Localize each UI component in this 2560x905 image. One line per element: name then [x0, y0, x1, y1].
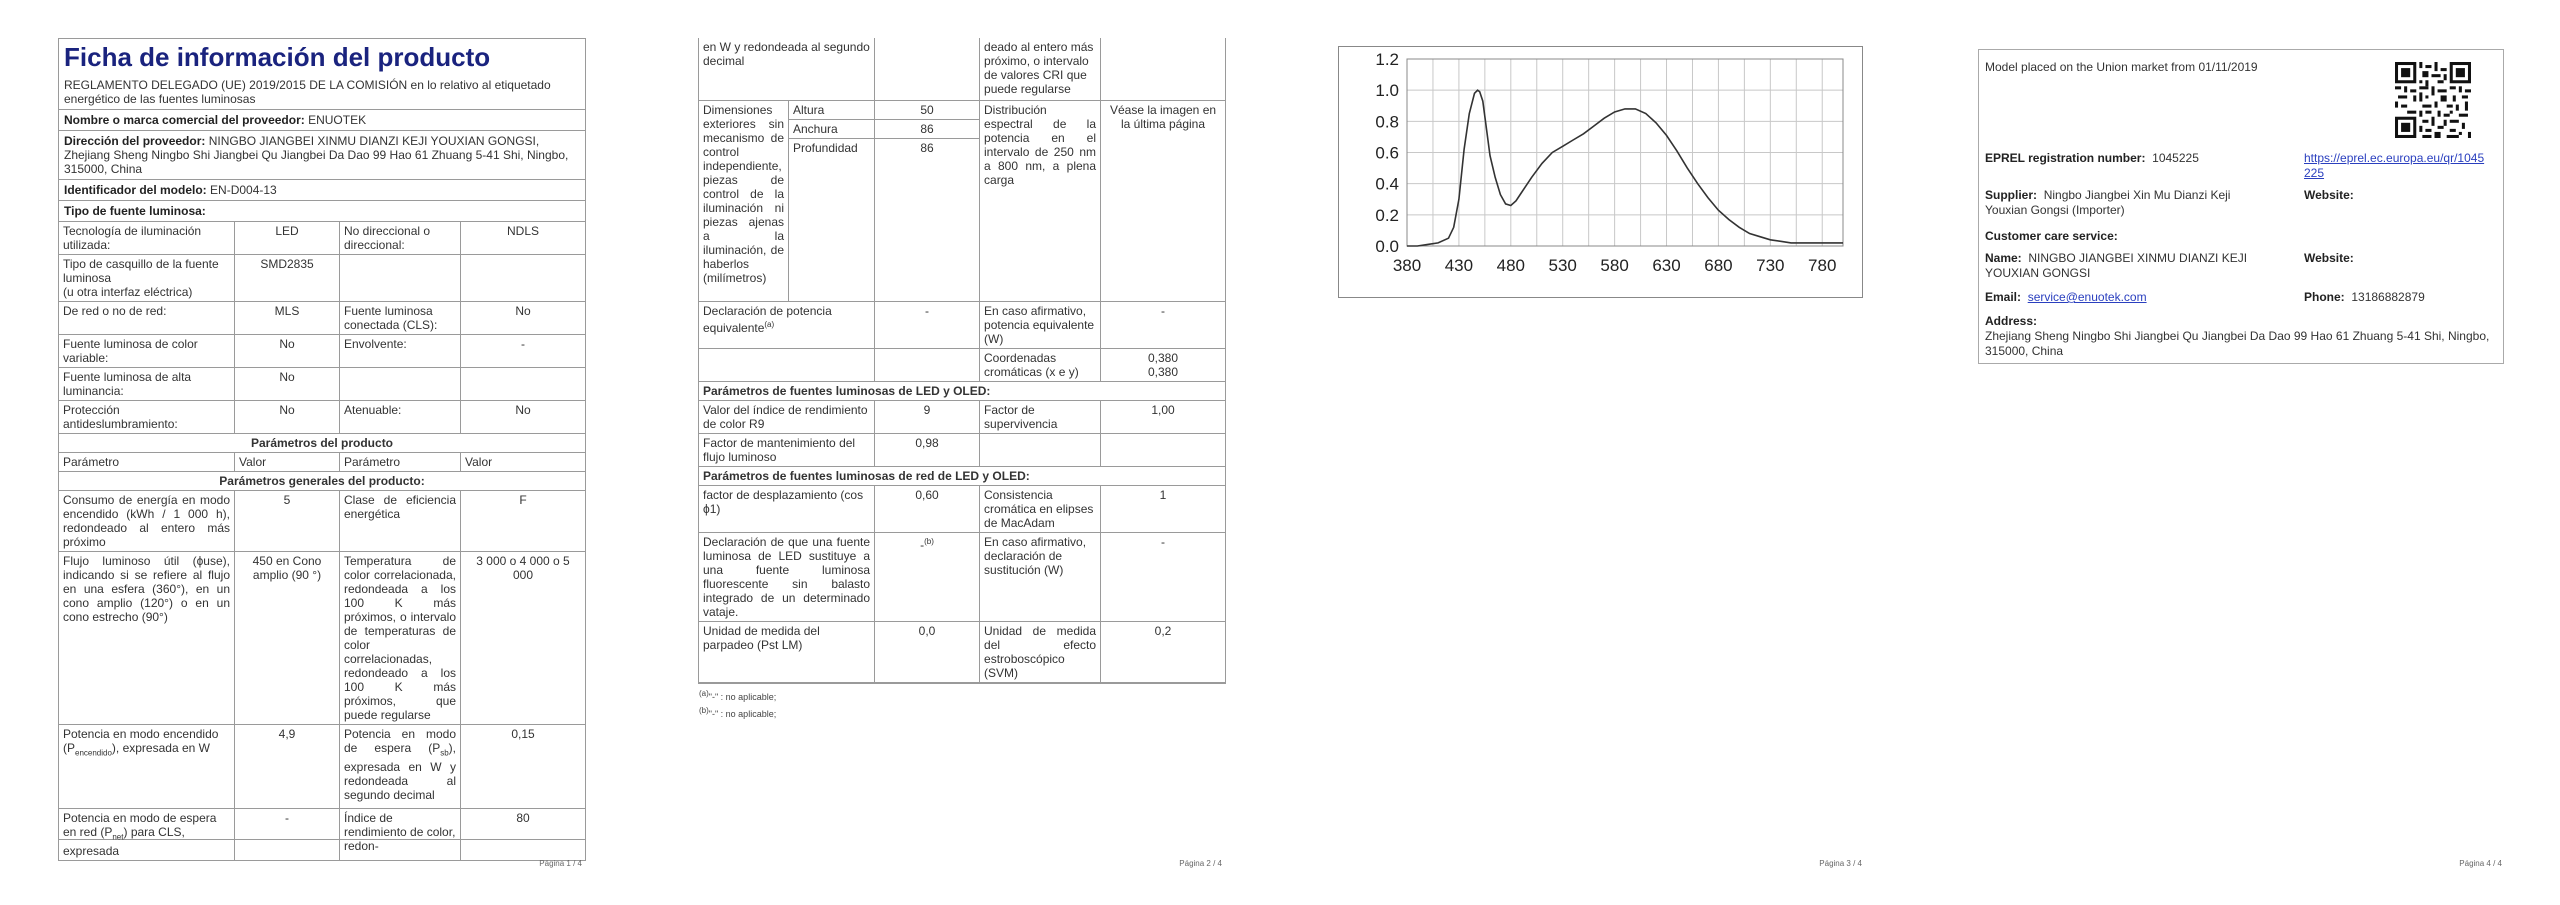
- flicker-value: 0,0: [875, 621, 980, 682]
- supplier-address: NINGBO JIANGBEI XINMU DIANZI KEJI YOUXIAN GONGSI, Zhejiang Sheng Ningbo Shi Jiangbei Qu Jiangbei Da Dao 99 Hao 61 Zhuang 5-41 Shi, Ningbo, 315000, China: [64, 134, 569, 176]
- survival-value: 1,00: [1101, 400, 1226, 433]
- row-value: MLS: [235, 302, 340, 335]
- model-id: EN-D004-13: [210, 183, 277, 197]
- row-label: Envolvente:: [340, 335, 461, 368]
- row-label: Fuente luminosa de alta luminancia:: [59, 368, 235, 401]
- row-label: Fuente luminosa de color variable:: [59, 335, 235, 368]
- cri-cont-label: deado al entero más próximo, o intervalo de valores CRI que puede regularse: [980, 38, 1101, 100]
- dim-height-label: Altura: [789, 100, 875, 119]
- cri-value: 80: [461, 809, 586, 861]
- equiv-power-decl-label: Declaración de potencia equivalente$^{(a)}$: [699, 301, 875, 348]
- row-label: No direccional o direccional:: [340, 222, 461, 255]
- y-tick-label: 0.0: [1375, 237, 1399, 256]
- x-tick-label: 580: [1600, 256, 1629, 275]
- spectral-value: Véase la imagen en la última página: [1101, 100, 1226, 301]
- row-value: No: [235, 368, 340, 401]
- macadam-label: Consistencia cromática en elipses de MacAdam: [980, 485, 1101, 532]
- source-type-heading: Tipo de fuente luminosa:: [64, 204, 206, 218]
- replacement-power-label: En caso afirmativo, declaración de sustitución (W): [980, 532, 1101, 621]
- care-name-row: Name: NINGBO JIANGBEI XINMU DIANZI KEJI YOUXIAN GONGSI: [1985, 251, 2248, 280]
- maintenance-label: Factor de mantenimiento del flujo luminoso: [699, 433, 875, 466]
- source-type-row: [59, 222, 586, 255]
- page-number: Página 3 / 4: [1819, 859, 1862, 868]
- supplier-name-row: Nombre o marca comercial del proveedor: ENUOTEK: [59, 110, 585, 131]
- eprel-info-box: [1978, 49, 2504, 364]
- dim-width-label: Anchura: [789, 119, 875, 138]
- led-params-heading: Parámetros de fuentes luminosas de LED y OLED:: [699, 381, 1226, 400]
- params-table: [698, 38, 1226, 683]
- chroma-label: Coordenadas cromáticas (x e y): [980, 348, 1101, 381]
- param-value: 3 000 o 4 000 o 5 000: [461, 552, 586, 725]
- footnote-b: $^{(b)}$"-" : no aplicable;: [699, 705, 777, 719]
- survival-label: Factor de supervivencia: [980, 400, 1101, 433]
- footnotes: [699, 687, 776, 721]
- stroboscopic-value: 0,2: [1101, 621, 1226, 682]
- row-label: Tecnología de iluminación utilizada:: [59, 222, 235, 255]
- spectrum-series-line: [1407, 90, 1843, 246]
- row-label: De red o no de red:: [59, 302, 235, 335]
- y-tick-label: 1.0: [1375, 81, 1399, 101]
- eprel-number: 1045225: [2152, 151, 2199, 165]
- care-name: NINGBO JIANGBEI XINMU DIANZI KEJI YOUXIAN GONGSI: [1985, 251, 2248, 280]
- general-param-row: [59, 552, 586, 725]
- row-value: [461, 255, 586, 302]
- supplier-name: ENUOTEK: [308, 113, 367, 127]
- source-type-row: [59, 302, 586, 335]
- x-tick-label: 430: [1444, 256, 1474, 275]
- param-label: Clase de eficiencia energética: [340, 491, 461, 552]
- row-value: No: [235, 401, 340, 434]
- x-tick-label: 630: [1652, 256, 1681, 275]
- net-standby-label: Potencia en modo de espera en red $(P_{net})$ para CLS, expresada: [59, 809, 235, 861]
- equiv-power-decl-value: -: [875, 301, 980, 348]
- standby-cont-label: en W y redondeada al segundo decimal: [699, 38, 875, 100]
- supplier-name: Ningbo Jiangbei Xin Mu Dianzi Keji Youxian Gongsi (Importer): [1985, 188, 2231, 217]
- general-params-heading: Parámetros generales del producto:: [59, 472, 586, 491]
- phone-number: 13186882879: [2351, 290, 2425, 304]
- power-on-label: Potencia en modo encendido $(P_{encendido})$, expresada en W: [59, 725, 235, 809]
- replacement-decl-value: -$^{(b)}$: [875, 532, 980, 621]
- x-tick-label: 530: [1548, 256, 1577, 275]
- row-label: [340, 368, 461, 401]
- row-value: -: [461, 335, 586, 368]
- flicker-label: Unidad de medida del parpadeo (Pst LM): [699, 621, 875, 682]
- macadam-value: 1: [1101, 485, 1226, 532]
- cri-label: Índice de rendimiento de color, redon-: [340, 809, 461, 861]
- model-row: Identificador del modelo: EN-D004-13: [59, 180, 585, 201]
- dim-width-value: 86: [875, 119, 980, 138]
- dimensions-label: Dimensiones exteriores sin mecanismo de control independiente, piezas de control de la iluminación ni piezas ajenas a la iluminación, de haberlos (milímetros): [699, 100, 789, 301]
- x-tick-label: 480: [1496, 256, 1525, 275]
- y-tick-label: 0.2: [1375, 205, 1399, 225]
- supplier-address-row: Dirección del proveedor: NINGBO JIANGBEI XINMU DIANZI KEJI YOUXIAN GONGSI, Zhejiang Sheng Ningbo Shi Jiangbei Qu Jiangbei Da Dao 99 Hao 61 Zhuang 5-41 Shi, Ningbo, 315000, China: [59, 131, 585, 180]
- placed-on-market: Model placed on the Union market from 01/11/2019: [1985, 60, 2258, 74]
- eprel-row: EPREL registration number: 1045225: [1985, 151, 2199, 165]
- qr-code-icon: [2395, 62, 2471, 138]
- y-tick-label: 0.4: [1375, 174, 1399, 194]
- source-type-row: [59, 401, 586, 434]
- dim-height-value: 50: [875, 100, 980, 119]
- equiv-power-value: -: [1101, 301, 1226, 348]
- row-label: Fuente luminosa conectada (CLS):: [340, 302, 461, 335]
- customer-care-label: Customer care service:: [1985, 229, 2118, 243]
- mains-params-heading: Parámetros de fuentes luminosas de red de LED y OLED:: [699, 466, 1226, 485]
- standby-label: Potencia en modo de espera $(P_{sb})$, expresada en W y redondeada al segundo decimal: [340, 725, 461, 809]
- shift-factor-label: factor de desplazamiento (cos ϕ1): [699, 485, 875, 532]
- email-row: Email: service@enuotek.com: [1985, 290, 2147, 304]
- page-number: Página 4 / 4: [2459, 859, 2502, 868]
- page-title: Ficha de información del producto: [64, 42, 491, 72]
- replacement-power-value: -: [1101, 532, 1226, 621]
- chroma-values: 0,380 0,380: [1101, 348, 1226, 381]
- phone-row: Phone: 13186882879: [2304, 290, 2425, 304]
- param-value: 450 en Cono amplio (90 °): [235, 552, 340, 725]
- row-value: [461, 368, 586, 401]
- param-value: 5: [235, 491, 340, 552]
- source-type-table: [58, 221, 586, 861]
- footnote-a: $^{(a)}$"-" : no aplicable;: [699, 688, 777, 702]
- page-4: [1920, 0, 2560, 905]
- row-value: No: [461, 302, 586, 335]
- power-on-value: 4,9: [235, 725, 340, 809]
- address-text: Zhejiang Sheng Ningbo Shi Jiangbei Qu Jiangbei Da Dao 99 Hao 61 Zhuang 5-41 Shi, Ningbo, 315000, China: [1985, 329, 2490, 358]
- param-label: Flujo luminoso útil (ϕuse), indicando si se refiere al flujo en una esfera (360°), en un cono amplio (120°) o en un cono estrecho (90°): [59, 552, 235, 725]
- param-label: Consumo de energía en modo encendido (kWh / 1 000 h), redondeado al entero más próximo: [59, 491, 235, 552]
- x-tick-label: 380: [1392, 256, 1422, 275]
- header-param: Parámetro: [340, 453, 461, 472]
- row-value: No: [235, 335, 340, 368]
- row-label: Atenuable:: [340, 401, 461, 434]
- row-value: NDLS: [461, 222, 586, 255]
- header-param: Parámetro: [59, 453, 235, 472]
- page-number: Página 1 / 4: [539, 859, 582, 868]
- row-label: Tipo de casquillo de la fuente luminosa (u otra interfaz eléctrica): [59, 255, 235, 302]
- page-3: [1280, 0, 1920, 905]
- net-standby-value: -: [235, 809, 340, 861]
- regulation-text: REGLAMENTO DELEGADO (UE) 2019/2015 DE LA COMISIÓN en lo relativo al etiquetado energético de las fuentes luminosas: [64, 78, 551, 106]
- y-tick-label: 0.8: [1375, 112, 1399, 132]
- maintenance-value: 0,98: [875, 433, 980, 466]
- param-label: Temperatura de color correlacionada, redondeada a los 100 K más próximos, o intervalo de temperaturas de color correlacionadas, redondeado a los 100 K más próximos, que puede regularse: [340, 552, 461, 725]
- x-tick-label: 680: [1704, 256, 1733, 275]
- general-param-row: [59, 491, 586, 552]
- equiv-power-label: En caso afirmativo, potencia equivalente (W): [980, 301, 1101, 348]
- r9-value: 9: [875, 400, 980, 433]
- x-tick-label: 730: [1756, 256, 1785, 275]
- page-2: [640, 0, 1280, 905]
- dim-depth-value: 86: [875, 138, 980, 301]
- email-link[interactable]: service@enuotek.com: [2027, 290, 2147, 304]
- stroboscopic-label: Unidad de medida del efecto estroboscópico (SVM): [980, 621, 1101, 682]
- spectrum-chart: [1339, 47, 1862, 297]
- y-tick-label: 1.2: [1375, 50, 1399, 69]
- product-info-sheet: [58, 38, 586, 859]
- product-params-heading: Parámetros del producto: [59, 434, 586, 453]
- y-tick-label: 0.6: [1375, 143, 1399, 163]
- header-value: Valor: [461, 453, 586, 472]
- row-value: SMD2835: [235, 255, 340, 302]
- header-value: Valor: [235, 453, 340, 472]
- replacement-decl-label: Declaración de que una fuente luminosa de LED sustituye a una fuente luminosa fluorescente sin balasto integrado de un determinado vataje.: [699, 532, 875, 621]
- source-type-row: [59, 335, 586, 368]
- source-type-row: [59, 255, 586, 302]
- website-label: Website:: [2304, 188, 2354, 202]
- page-number: Página 2 / 4: [1179, 859, 1222, 868]
- spectral-label: Distribución espectral de la potencia en el intervalo de 250 nm a 800 nm, a plena carga: [980, 100, 1101, 301]
- x-tick-label: 780: [1808, 256, 1837, 275]
- r9-label: Valor del índice de rendimiento de color R9: [699, 400, 875, 433]
- standby-value: 0,15: [461, 725, 586, 809]
- page-1: [0, 0, 640, 905]
- shift-factor-value: 0,60: [875, 485, 980, 532]
- address-label: Address:: [1985, 314, 2038, 328]
- row-value: LED: [235, 222, 340, 255]
- dim-depth-label: Profundidad: [789, 138, 875, 301]
- eprel-link[interactable]: https://eprel.ec.europa.eu/qr/1045225: [2304, 151, 2485, 180]
- supplier-row: Supplier: Ningbo Jiangbei Xin Mu Dianzi Keji Youxian Gongsi (Importer): [1985, 188, 2231, 217]
- row-label: [340, 255, 461, 302]
- spectrum-chart-frame: [1338, 46, 1863, 298]
- row-value: No: [461, 401, 586, 434]
- param-value: F: [461, 491, 586, 552]
- row-label: Protección antideslumbramiento:: [59, 401, 235, 434]
- params-continued: [698, 38, 1226, 719]
- source-type-row: [59, 368, 586, 401]
- care-website-label: Website:: [2304, 251, 2354, 265]
